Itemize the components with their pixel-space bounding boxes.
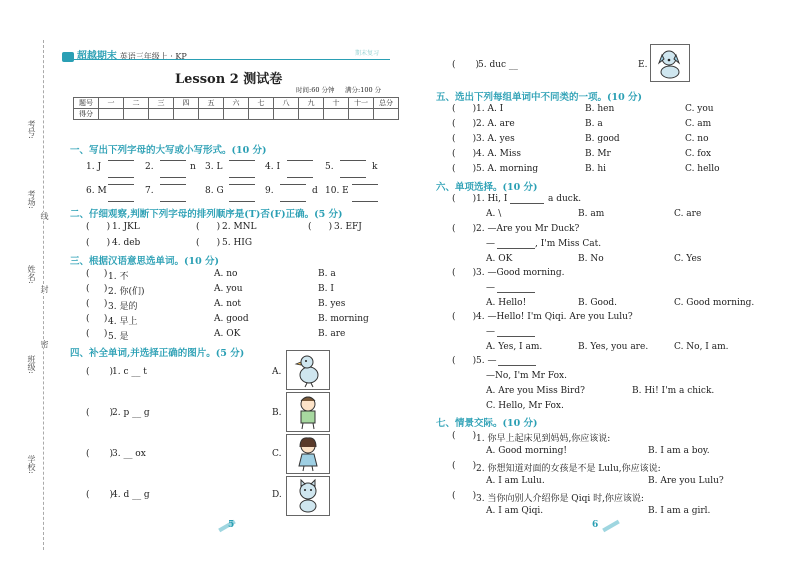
s5-paren[interactable]: ( )	[452, 149, 477, 159]
s6-q3-stem: 3. —Good morning.	[476, 268, 565, 278]
s1-item: 10. E	[325, 186, 349, 196]
s3-paren[interactable]: ( )	[86, 284, 108, 294]
s2-paren[interactable]: ( )	[86, 238, 111, 248]
s2-item: 5. HIG	[222, 238, 253, 248]
s3-option: B. yes	[318, 299, 346, 309]
dog-icon	[651, 45, 689, 81]
s7-q1-stem: 1. 你早上起床见到妈妈,你应该说:	[476, 434, 611, 444]
s4-word: 4. d __ g	[112, 490, 150, 500]
s4-pic-label: A.	[272, 367, 282, 377]
score-head-cell: 题号	[74, 98, 99, 109]
score-head-cell: 三	[149, 98, 174, 109]
s1-item: 9.	[265, 186, 274, 196]
s2-item: 4. deb	[112, 238, 141, 248]
s1-item: 1. J	[86, 162, 102, 172]
s7-q2-stem: 2. 你想知道对面的女孩是不是 Lulu,你应该说:	[476, 464, 661, 474]
score-head-cell: 十一	[349, 98, 374, 109]
binding-class: 班级:	[27, 355, 36, 374]
s6-option: B. Good.	[578, 298, 617, 308]
section7-title: 七、情景交际。(10 分)	[436, 418, 538, 429]
s7-option: B. I am a boy.	[648, 446, 710, 456]
s6-q4-blank[interactable]	[497, 336, 535, 337]
score-cell[interactable]	[124, 109, 149, 120]
s1-item: 7.	[145, 186, 154, 196]
score-head-cell: 八	[274, 98, 299, 109]
header-mini: 期末复习	[355, 50, 380, 57]
s5-option: B. Mr	[585, 149, 611, 159]
s1-write-line[interactable]	[108, 184, 134, 202]
section4-title: 四、补全单词,并选择正确的图片。(5 分)	[70, 348, 245, 359]
s4-pic-label: B.	[272, 408, 282, 418]
score-head-cell: 五	[199, 98, 224, 109]
s6-option: A. \	[486, 209, 502, 219]
s1-write-line[interactable]	[280, 184, 306, 202]
bird-picture	[286, 350, 330, 390]
section3-title: 三、根据汉语意思选单词。(10 分)	[70, 256, 220, 267]
s7-paren[interactable]: ( )	[452, 461, 477, 471]
s2-paren[interactable]: ( )	[196, 222, 221, 232]
s5-option: C. am	[685, 119, 712, 129]
girl-picture	[286, 434, 330, 474]
boy-picture	[286, 392, 330, 432]
score-table	[73, 97, 399, 120]
s1-item: d	[312, 186, 318, 196]
cat-picture	[286, 476, 330, 516]
s6-q5-stem: 5. —	[476, 356, 497, 366]
s6-q5-blank[interactable]	[498, 365, 536, 366]
s3-option: A. you	[214, 284, 243, 294]
s7-paren[interactable]: ( )	[452, 431, 477, 441]
s6-q1-blank[interactable]	[510, 203, 544, 204]
s6-option: B. No	[578, 254, 604, 264]
s5-option: C. no	[685, 134, 709, 144]
s3-option: A. good	[214, 314, 249, 324]
s4-paren[interactable]: ( )	[86, 408, 114, 418]
score-cell[interactable]	[99, 109, 124, 120]
s5-option: C. fox	[685, 149, 712, 159]
s2-paren[interactable]: ( )	[86, 222, 111, 232]
s6-q4-stem: 4. —Hello! I'm Qiqi. Are you Lulu?	[476, 312, 633, 322]
s5-option: B. hi	[585, 164, 607, 174]
s4-paren[interactable]: ( )	[86, 490, 114, 500]
score-cell[interactable]	[174, 109, 199, 120]
header-logo: 超越期末	[76, 51, 117, 62]
score-head-cell: 十	[324, 98, 349, 109]
s1-write-line[interactable]	[160, 160, 186, 178]
s7-option: B. I am a girl.	[648, 506, 711, 516]
s1-item: 2.	[145, 162, 154, 172]
s3-option: B. I	[318, 284, 334, 294]
bird-icon	[287, 351, 329, 389]
score-cell[interactable]	[224, 109, 249, 120]
s6-q1-stem: 1. Hi, I	[476, 194, 508, 204]
s5-paren[interactable]: ( )	[452, 104, 477, 114]
s4-paren[interactable]: ( )	[452, 60, 480, 70]
binding-seal-char: 封	[40, 285, 49, 293]
s1-item: k	[372, 162, 378, 172]
s1-write-line[interactable]	[340, 160, 366, 178]
score-cell[interactable]	[374, 109, 399, 120]
s1-item: 5.	[325, 162, 334, 172]
s3-question: 3. 是的	[108, 302, 138, 312]
s4-paren[interactable]: ( )	[86, 449, 114, 459]
s1-item: 6. M	[86, 186, 107, 196]
s3-option: A. not	[214, 299, 242, 309]
score-cell[interactable]	[149, 109, 174, 120]
score-cell[interactable]	[299, 109, 324, 120]
s6-option: C. are	[674, 209, 702, 219]
score-head-cell: 九	[299, 98, 324, 109]
s4-pic-label: D.	[272, 490, 282, 500]
binding-secret-char: 密	[40, 340, 49, 348]
s5-paren[interactable]: ( )	[452, 119, 477, 129]
score-cell[interactable]	[199, 109, 224, 120]
s5-option: 3. A. yes	[476, 134, 515, 144]
score-head-cell: 二	[124, 98, 149, 109]
s6-q5-line2: —No, I'm Mr Fox.	[486, 371, 567, 381]
binding-exam-room: 考场:	[27, 190, 36, 209]
page-mark-right	[602, 520, 620, 532]
s1-write-line[interactable]	[108, 160, 134, 178]
score-table-header-row	[74, 98, 399, 109]
s7-paren[interactable]: ( )	[452, 491, 477, 501]
s1-item: 4. I	[265, 162, 281, 172]
s4-paren[interactable]: ( )	[86, 367, 114, 377]
score-head-cell: 总分	[374, 98, 399, 109]
section5-title: 五、选出下列每组单词中不同类的一项。(10 分)	[436, 92, 643, 103]
score-cell[interactable]	[349, 109, 374, 120]
s4-word: 2. p __ g	[112, 408, 150, 418]
s5-option: 2. A. are	[476, 119, 515, 129]
s6-paren[interactable]: ( )	[452, 356, 477, 366]
logo-icon	[62, 52, 74, 62]
dog-picture	[650, 44, 690, 82]
s6-paren[interactable]: ( )	[452, 194, 477, 204]
s6-option: B. Hi! I'm a chick.	[632, 386, 715, 396]
s3-question: 1. 不	[108, 272, 129, 282]
s5-option: C. hello	[685, 164, 720, 174]
score-cell[interactable]	[324, 109, 349, 120]
s3-option: B. a	[318, 269, 336, 279]
binding-name: 姓名:	[27, 265, 36, 284]
s5-option: 4. A. Miss	[476, 149, 521, 159]
s7-q3-stem: 3. 当你向别人介绍你是 Qiqi 时,你应该说:	[476, 494, 644, 504]
s1-item: 8. G	[205, 186, 224, 196]
cat-icon	[287, 477, 329, 515]
score-row-label: 得分	[74, 109, 99, 120]
s1-write-line[interactable]	[229, 184, 255, 202]
s7-option: A. I am Lulu.	[486, 476, 545, 486]
s3-option: B. are	[318, 329, 346, 339]
s2-item: 3. EFJ	[334, 222, 362, 232]
s6-option: A. Hello!	[486, 298, 527, 308]
s5-option: C. you	[685, 104, 714, 114]
s3-paren[interactable]: ( )	[86, 314, 108, 324]
score-cell[interactable]	[274, 109, 299, 120]
s1-write-line[interactable]	[229, 160, 255, 178]
s4-word: 3. __ ox	[112, 449, 146, 459]
header-book: 英语三年级上 · KP	[119, 52, 187, 61]
s6-option: C. Yes	[674, 254, 702, 264]
s6-option: C. Hello, Mr Fox.	[486, 401, 564, 411]
s1-write-line[interactable]	[352, 184, 378, 202]
s2-paren[interactable]: ( )	[196, 238, 221, 248]
s6-paren[interactable]: ( )	[452, 268, 477, 278]
s4-pic-label: C.	[272, 449, 282, 459]
s4-pic-label: E.	[638, 60, 648, 70]
section2-title: 二、仔细观察,判断下列字母的排列顺序是(T)否(F)正确。(5 分)	[70, 209, 343, 220]
s6-paren[interactable]: ( )	[452, 312, 477, 322]
s6-option: A. OK	[486, 254, 513, 264]
s1-write-line[interactable]	[287, 160, 313, 178]
score-table-score-row	[74, 109, 399, 120]
s5-option: B. hen	[585, 104, 615, 114]
s5-option: B. good	[585, 134, 620, 144]
s5-option: B. a	[585, 119, 603, 129]
s6-q1-stem2: a duck.	[548, 194, 582, 204]
s6-q2-dash: —	[486, 239, 495, 249]
s2-item: 1. JKL	[112, 222, 140, 232]
section6-title: 六、单项选择。(10 分)	[436, 182, 538, 193]
binding-line-char: 线	[40, 212, 49, 220]
s1-item: 3. L	[205, 162, 223, 172]
score-head-cell: 七	[249, 98, 274, 109]
binding-exam-number: 考号:	[27, 120, 36, 139]
s5-paren[interactable]: ( )	[452, 134, 477, 144]
s7-option: A. I am Qiqi.	[486, 506, 544, 516]
s6-option: C. Good morning.	[674, 298, 755, 308]
s6-option: A. Are you Miss Bird?	[486, 386, 585, 396]
s6-q3-dash: —	[486, 283, 495, 293]
binding-school: 学校:	[27, 455, 36, 474]
page-title: Lesson 2 测试卷	[175, 72, 283, 87]
s6-q2-line2: , I'm Miss Cat.	[535, 239, 602, 249]
s1-item: n	[190, 162, 196, 172]
s7-option: A. Good morning!	[486, 446, 567, 456]
full-score: 满分:100 分	[345, 86, 382, 94]
s3-paren[interactable]: ( )	[86, 269, 108, 279]
s2-paren[interactable]: ( )	[308, 222, 333, 232]
header-rule	[62, 59, 390, 60]
s6-q2-stem: 2. —Are you Mr Duck?	[476, 224, 580, 234]
s3-option: A. no	[214, 269, 238, 279]
page-number-right: 6	[592, 520, 599, 530]
s3-paren[interactable]: ( )	[86, 329, 108, 339]
s6-option: A. Yes, I am.	[486, 342, 543, 352]
boy-icon	[287, 393, 329, 431]
s6-option: C. No, I am.	[674, 342, 729, 352]
time-limit: 时间:60 分钟	[296, 86, 335, 94]
s3-option: A. OK	[214, 329, 241, 339]
s5-option: 1. A. I	[476, 104, 504, 114]
s6-q4-dash: —	[486, 327, 495, 337]
s3-question: 2. 你(们)	[108, 287, 145, 297]
section1-title: 一、写出下列字母的大写或小写形式。(10 分)	[70, 145, 267, 156]
s6-q2-blank[interactable]	[497, 248, 535, 249]
s3-paren[interactable]: ( )	[86, 299, 108, 309]
page-number-left: 5	[228, 520, 235, 530]
score-cell[interactable]	[249, 109, 274, 120]
s6-option: B. Yes, you are.	[578, 342, 649, 352]
s6-q3-blank[interactable]	[497, 292, 535, 293]
s3-option: B. morning	[318, 314, 369, 324]
girl-icon	[287, 435, 329, 473]
score-head-cell: 六	[224, 98, 249, 109]
s4-word: 1. c __ t	[112, 367, 147, 377]
s5-paren[interactable]: ( )	[452, 164, 477, 174]
s6-option: B. am	[578, 209, 605, 219]
s1-write-line[interactable]	[160, 184, 186, 202]
s6-paren[interactable]: ( )	[452, 224, 477, 234]
s2-item: 2. MNL	[222, 222, 257, 232]
score-head-cell: 一	[99, 98, 124, 109]
s7-option: B. Are you Lulu?	[648, 476, 724, 486]
binding-dashed-line	[43, 40, 44, 550]
score-head-cell: 四	[174, 98, 199, 109]
s5-option: 5. A. morning	[476, 164, 539, 174]
s3-question: 5. 是	[108, 332, 129, 342]
s4-word: 5. duc __	[478, 60, 518, 70]
s3-question: 4. 早上	[108, 317, 138, 327]
